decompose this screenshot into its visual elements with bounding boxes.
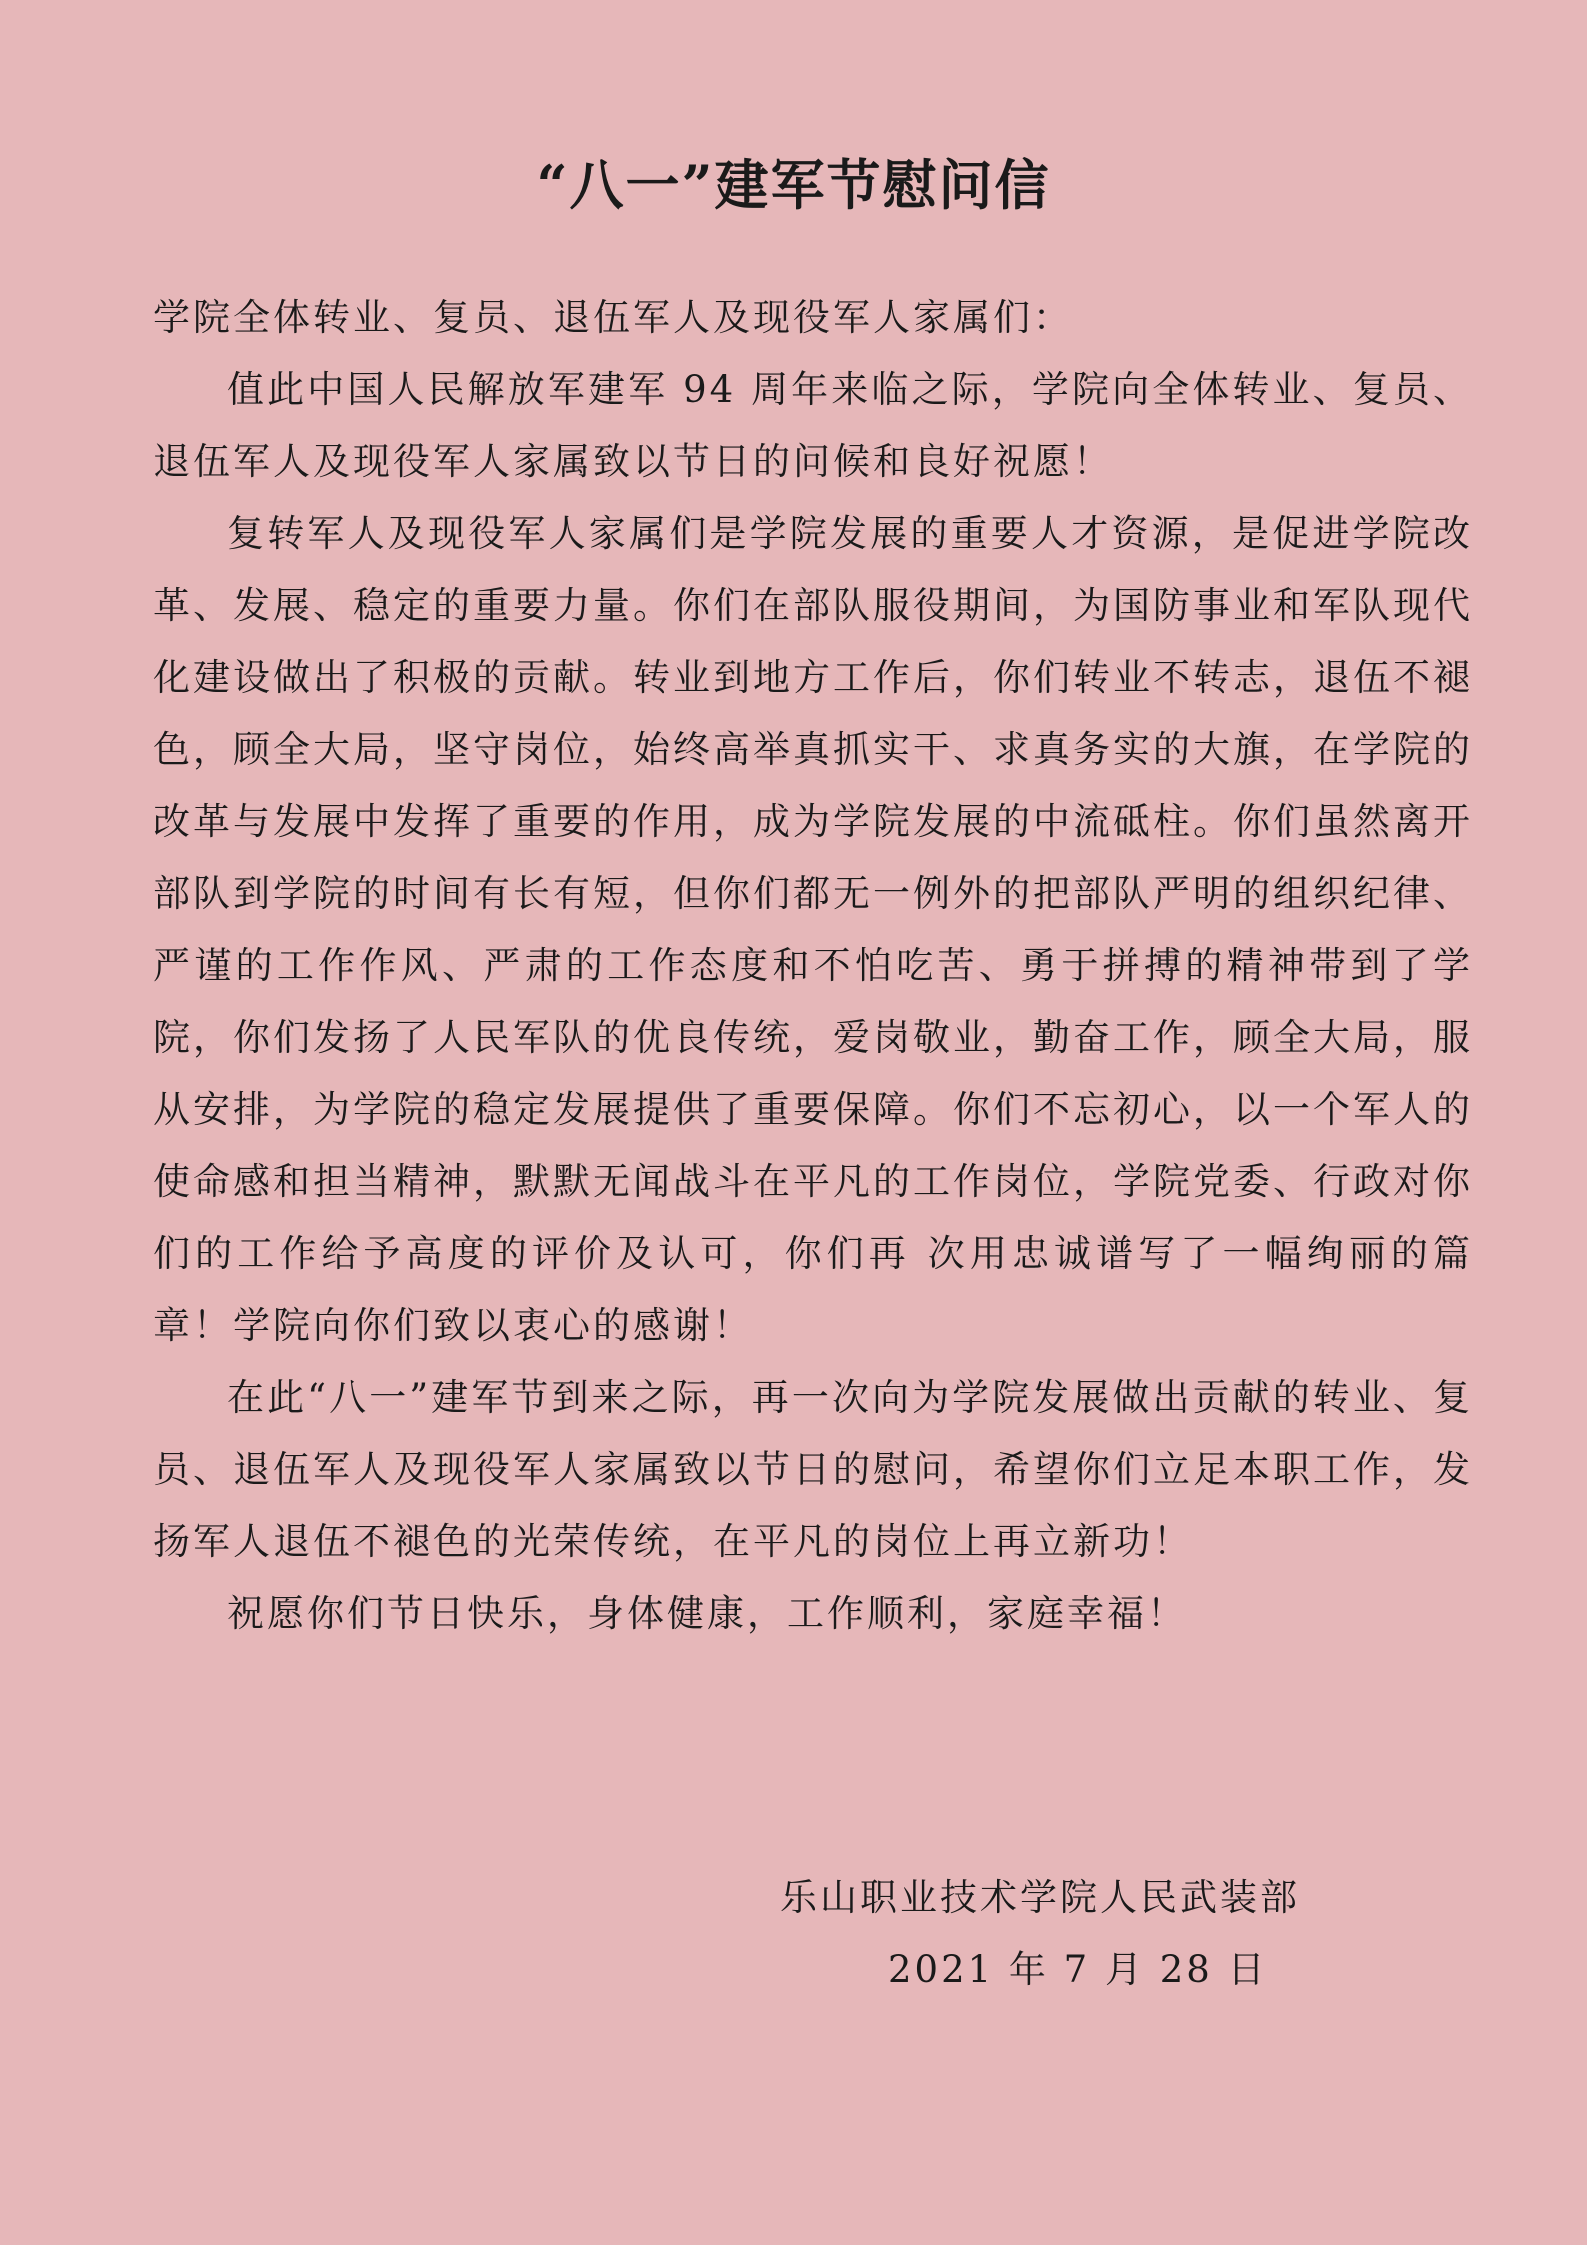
salutation: 学院全体转业、复员、退伍军人及现役军人家属们： bbox=[153, 296, 1073, 339]
letter-body bbox=[153, 282, 1473, 1650]
paragraph-tribute: 复转军人及现役军人家属们是学院发展的重要人才资源，是促进学院改革、发展、稳定的重要力量。你们在部队服役期间，为国防事业和军队现代化建设做出了积极的贡献。转业到地方工作后，你们转业不转志，退伍不褪色，顾全大局，坚守岗位，始终高举真抓实干、求真务实的大旗，在学院的改革与发展中发挥了重要的作用，成为学院发展的中流砥柱。你们虽然离开部队到学院的时间有长有短，但你们都无一例外的把部队严明的组织纪律、严谨的工作作风、严肃的工作态度和不怕吃苦、勇于拼搏的精神带到了学院，你们发扬了人民军队的优良传统，爱岗敬业，勤奋工作，顾全大局，服从安排，为学院的稳定发展提供了重要保障。你们不忘初心，以一个军人的使命感和担当精神，默默无闻战斗在平凡的工作岗位，学院党委、行政对你们的工作给予高度的评价及认可，你们再 次用忠诚谱写了一幅绚丽的篇章！学院向你们致以衷心的感谢！ bbox=[153, 512, 1473, 1347]
letter-title: “八一”建军节慰问信 bbox=[536, 153, 1051, 217]
paragraph-greeting: 值此中国人民解放军建军 94 周年来临之际，学院向全体转业、复员、退伍军人及现役军人家属致以节日的问候和良好祝愿！ bbox=[153, 368, 1473, 483]
paragraph-wishes: 在此“八一”建军节到来之际，再一次向为学院发展做出贡献的转业、复员、退伍军人及现役军人家属致以节日的慰问，希望你们立足本职工作，发扬军人退伍不褪色的光荣传统，在平凡的岗位上再立新功！ bbox=[153, 1376, 1473, 1563]
signature-date: 2021 年 7 月 28 日 bbox=[888, 1948, 1268, 1991]
signature-block bbox=[780, 1862, 1340, 2006]
signature-organization: 乐山职业技术学院人民武装部 bbox=[780, 1876, 1300, 1919]
paragraph-closing: 祝愿你们节日快乐，身体健康，工作顺利，家庭幸福！ bbox=[227, 1592, 1187, 1635]
